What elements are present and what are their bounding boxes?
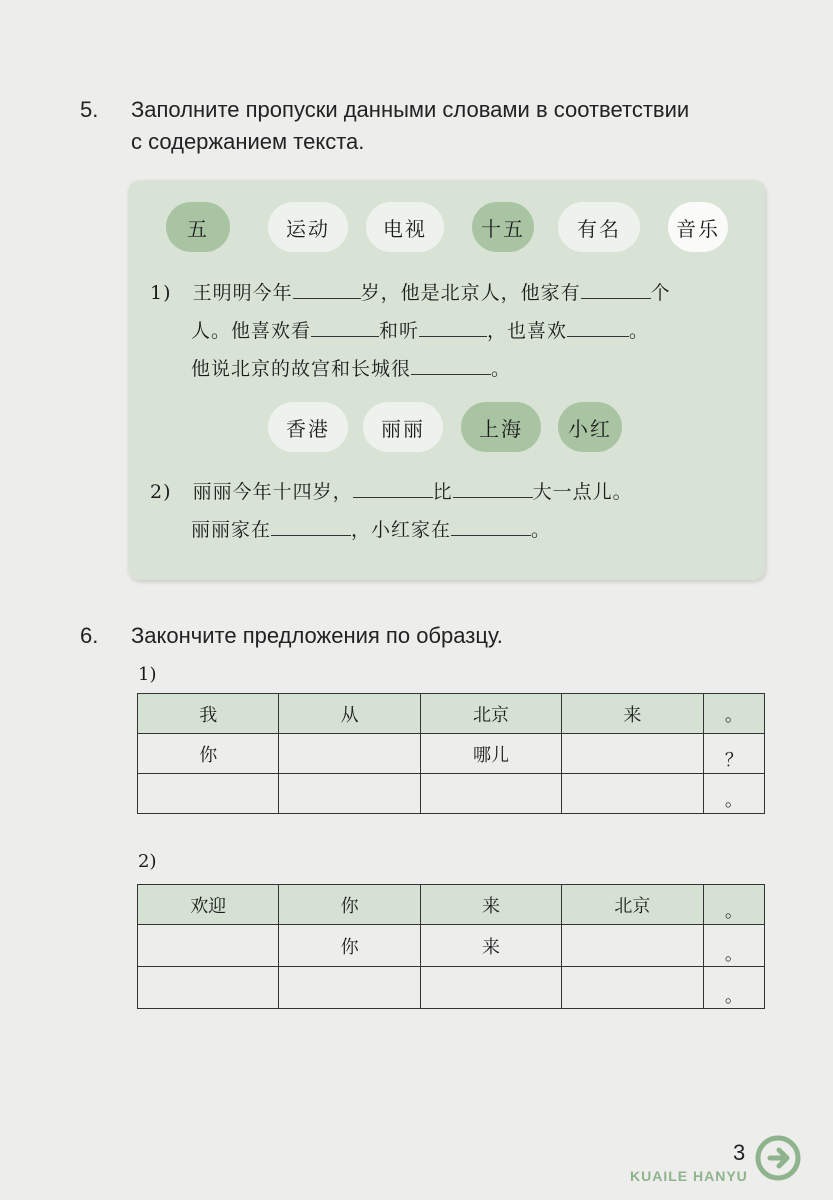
sentence-1-line3 [191, 353, 511, 385]
table-cell[interactable] [138, 774, 279, 814]
text: 他说北京的故宫和长城很 [191, 358, 412, 380]
table-cell[interactable]: 来 [420, 925, 561, 967]
table-cell: 从 [279, 694, 420, 734]
text: 丽丽家在 [191, 519, 272, 541]
answer-blank[interactable] [453, 477, 533, 498]
text: ，小红家在 [351, 519, 452, 541]
text: 王明明今年 [192, 282, 293, 304]
table-cell: 欢迎 [138, 885, 279, 925]
table-1-label: 1) [138, 664, 157, 685]
text: 。 [531, 519, 552, 541]
word-chip: 十五 [472, 202, 534, 252]
table-row [138, 967, 765, 1009]
exercise-6-number: 6. [80, 623, 99, 648]
table-cell: 来 [420, 885, 561, 925]
text: 比 [432, 481, 453, 503]
exercise-5-instruction-line1: Заполните пропуски данными словами в соответствии [131, 97, 690, 122]
table-cell: 北京 [420, 694, 561, 734]
table-1 [137, 693, 765, 814]
table-cell[interactable] [279, 967, 420, 1009]
table-cell[interactable] [420, 967, 561, 1009]
table-cell[interactable] [562, 967, 703, 1009]
answer-blank[interactable] [451, 515, 531, 536]
table-cell: 北京 [562, 885, 703, 925]
text: 。 [629, 320, 650, 342]
sentence-number: 1) [150, 282, 172, 304]
table-cell: 来 [562, 694, 703, 734]
word-chip: 香港 [268, 402, 348, 452]
answer-blank[interactable] [419, 316, 487, 337]
text: 。 [491, 358, 512, 380]
text: 和听 [379, 320, 420, 342]
table-cell-punctuation: 。 [703, 774, 764, 814]
table-cell-punctuation: ？ [703, 734, 764, 774]
word-chip: 小红 [558, 402, 622, 452]
table-row [138, 925, 765, 967]
table-cell[interactable] [562, 925, 703, 967]
word-chip: 五 [166, 202, 230, 252]
table-cell-punctuation: 。 [703, 885, 764, 925]
sentence-2-line1 [150, 476, 633, 508]
brand-label: KUAILE HANYU [630, 1168, 748, 1184]
sentence-1-line1 [150, 277, 671, 309]
table-cell[interactable]: 你 [138, 734, 279, 774]
table-2 [137, 884, 765, 1009]
sentence-1-line2 [191, 315, 649, 347]
word-chip: 上海 [461, 402, 541, 452]
answer-blank[interactable] [581, 278, 651, 299]
text: 岁，他是北京人，他家有 [360, 282, 581, 304]
next-arrow-icon[interactable] [754, 1134, 802, 1182]
answer-blank[interactable] [411, 354, 491, 375]
table-row [138, 694, 765, 734]
word-chip: 音乐 [668, 202, 728, 252]
sentence-2-line2 [191, 514, 551, 546]
table-row [138, 885, 765, 925]
text: ，也喜欢 [487, 320, 568, 342]
table-cell-punctuation: 。 [703, 925, 764, 967]
text: 个 [650, 282, 671, 304]
exercise-6-instruction: Закончите предложения по образцу. [131, 623, 503, 648]
table-cell: 你 [279, 885, 420, 925]
text: 大一点儿。 [532, 481, 633, 503]
page-number: 3 [733, 1140, 746, 1165]
table-cell[interactable] [279, 734, 420, 774]
table-cell[interactable] [562, 774, 703, 814]
table-cell: 我 [138, 694, 279, 734]
sentence-number: 2) [150, 481, 172, 503]
word-chip: 电视 [366, 202, 444, 252]
table-cell[interactable]: 你 [279, 925, 420, 967]
table-cell-punctuation: 。 [703, 967, 764, 1009]
answer-blank[interactable] [353, 477, 433, 498]
word-box [128, 180, 765, 580]
answer-blank[interactable] [311, 316, 379, 337]
table-cell[interactable] [279, 774, 420, 814]
table-row [138, 734, 765, 774]
word-chip: 有名 [558, 202, 640, 252]
table-cell[interactable] [138, 925, 279, 967]
text: 人。他喜欢看 [191, 320, 312, 342]
table-row [138, 774, 765, 814]
text: 丽丽今年十四岁， [192, 481, 353, 503]
word-chip: 运动 [268, 202, 348, 252]
exercise-5-number: 5. [80, 97, 99, 122]
word-chip: 丽丽 [363, 402, 443, 452]
table-cell[interactable] [420, 774, 561, 814]
table-cell[interactable] [138, 967, 279, 1009]
table-cell[interactable] [562, 734, 703, 774]
table-2-label: 2) [138, 851, 157, 872]
table-cell-punctuation: 。 [703, 694, 764, 734]
exercise-5-instruction-line2: с содержанием текста. [131, 129, 365, 154]
answer-blank[interactable] [271, 515, 351, 536]
answer-blank[interactable] [293, 278, 361, 299]
answer-blank[interactable] [567, 316, 629, 337]
table-cell[interactable]: 哪儿 [420, 734, 561, 774]
